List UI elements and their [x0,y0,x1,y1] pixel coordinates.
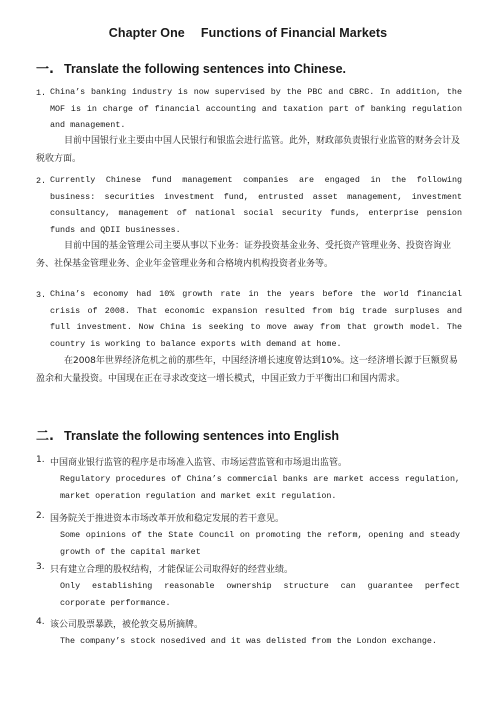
english-translation: Only establishing reasonable ownership structure can guarantee perfect corporate performance. [60,581,460,608]
page-title [0,26,496,40]
item-number: 2. [36,511,45,521]
section-1-number: 一. [36,62,54,77]
chinese-translation: 目前中国的基金管理公司主要从事以下业务：证券投资基金业务、受托资产管理业务、投资咨询业务、社保基金管理业务、企业年金管理业务和合格境内机构投资者业务等。 [36,241,452,269]
item-number: 3. [36,562,45,572]
item-number: 1. [36,88,47,98]
chinese-translation: 目前中国银行业主要由中国人民银行和银监会进行监管。此外，财政部负责银行业监管的财务会计及税收方面。 [36,136,461,164]
english-sentence: Currently Chinese fund management companies are engaged in the following business: securities investment fund, entrusted asset management, investment consultancy, management of national social security funds, enterprise pension funds and QDII businesses. [50,175,462,235]
english-sentence: China’s economy had 10% growth rate in the years before the world financial crisis of 2008. That economic expansion resulted from big trade surpluses and full investment. Now China is seeking to move away from that growth model. The country is working to balance exports with demand at home. [50,289,462,349]
item-number: 1. [36,455,45,465]
english-translation: Regulatory procedures of China’s commercial banks are market access regulation, market operation regulation and market exit regulation. [60,474,460,501]
section-2-heading [36,425,339,444]
english-translation: Some opinions of the State Council on promoting the reform, opening and steady growth of the capital market [60,530,460,557]
item-number: 4. [36,617,45,627]
chinese-translation: 在2008年世界经济危机之前的那些年，中国经济增长速度曾达到10%。这一经济增长源于巨额贸易盈余和大量投资。中国现在正在寻求改变这一增长模式，中国正致力于平衡出口和国内需求。 [36,356,458,384]
section-1-heading [36,58,346,77]
section-2-number: 二. [36,429,54,444]
chinese-sentence: 只有建立合理的股权结构，才能保证公司取得好的经营业绩。 [50,565,294,575]
chinese-sentence: 该公司股票暴跌，被伦敦交易所摘牌。 [50,620,204,630]
english-translation: The company’s stock nosedived and it was delisted from the London exchange. [60,636,437,646]
section-2-title: Translate the following sentences into English [64,429,340,443]
item-number: 3. [36,290,47,300]
chinese-sentence: 中国商业银行监管的程序是市场准入监管、市场运营监管和市场退出监管。 [50,458,348,468]
chapter-label: Chapter One [108,26,185,40]
section-1-title: Translate the following sentences into Chinese. [64,62,347,76]
english-sentence: China’s banking industry is now supervised by the PBC and CBRC. In addition, the MOF is in charge of financial accounting and taxation part of banking regulation and management. [50,87,462,131]
chapter-title: Functions of Financial Markets [200,26,388,40]
item-number: 2. [36,176,47,186]
chinese-sentence: 国务院关于推进资本市场改革开放和稳定发展的若干意见。 [50,514,285,524]
